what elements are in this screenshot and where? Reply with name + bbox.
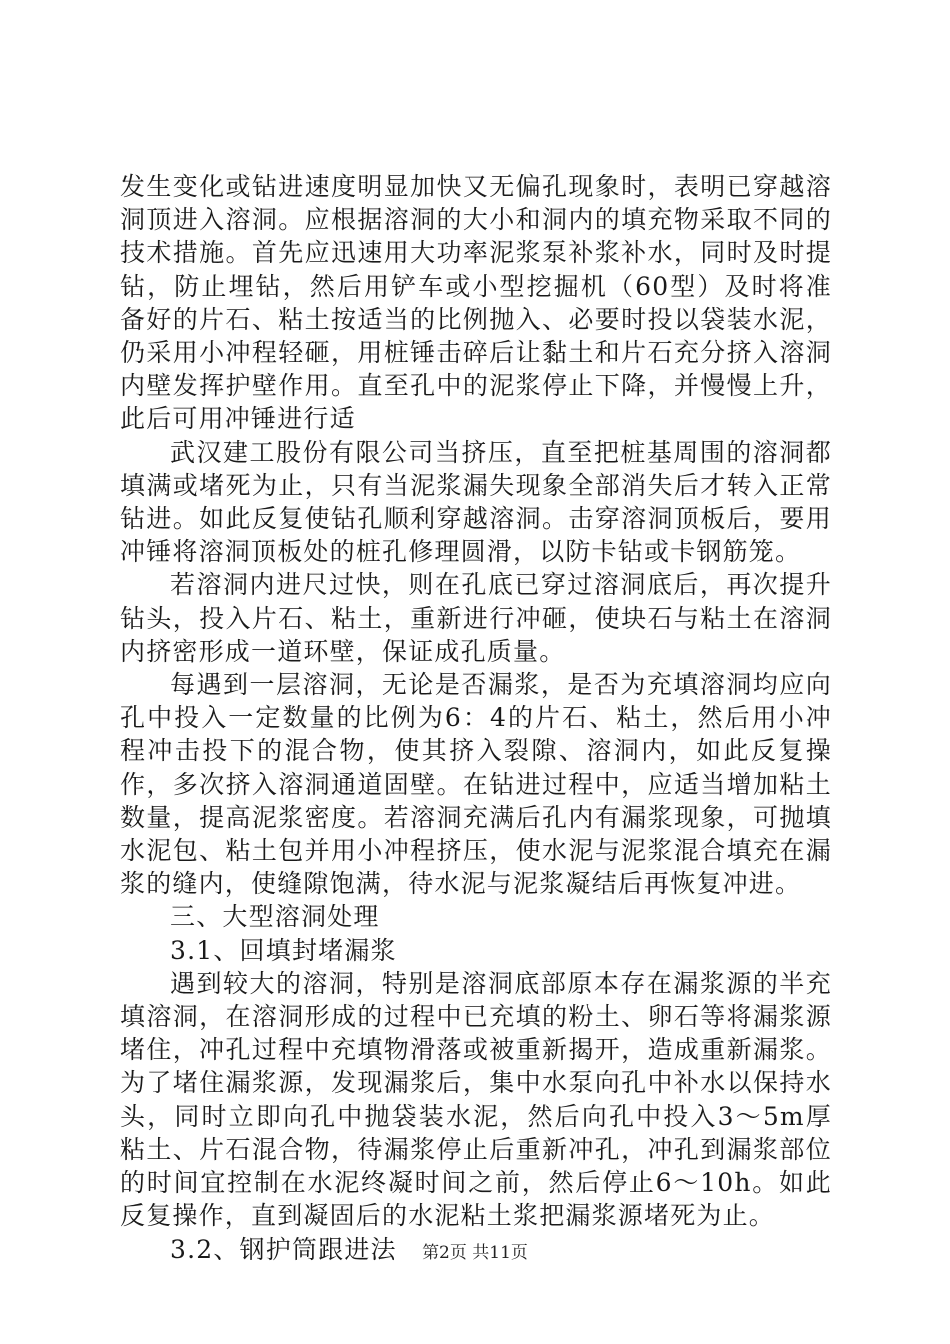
paragraph-3: 若溶洞内进尺过快，则在孔底已穿过溶洞底后，再次提升钻头，投入片石、粘土，重新进行冲砸，使块石与粘土在溶洞内挤密形成一道环壁，保证成孔质量。 — [120, 570, 832, 666]
paragraph-5: 遇到较大的溶洞，特别是溶洞底部原本存在漏浆源的半充填溶洞，在溶洞形成的过程中已充填的粉土、卵石等将漏浆源堵住，冲孔过程中充填物滑落或被重新揭开，造成重新漏浆。为了堵住漏浆源，发现漏浆后，集中水泵向孔中补水以保持水头，同时立即向孔中抛袋装水泥，然后向孔中投入3～5m厚粘土、片石混合物，待漏浆停止后重新冲孔，冲孔到漏浆部位的时间宜控制在水泥终凝时间之前，然后停止6～10h。如此反复操作，直到凝固后的水泥粘土浆把漏浆源堵死为止。 — [120, 968, 832, 1231]
section-heading-3: 三、大型溶洞处理 — [170, 902, 380, 932]
page-number-footer: 第2页 共11页 — [422, 1243, 528, 1263]
paragraph-1: 发生变化或钻进速度明显加快又无偏孔现象时，表明已穿越溶洞顶进入溶洞。应根据溶洞的大小和洞内的填充物采取不同的技术措施。首先应迅速用大功率泥浆泵补浆补水，同时及时提钻，防止埋钻，然后用铲车或小型挖掘机（60型）及时将准备好的片石、粘土按适当的比例抛入、必要时投以袋装水泥，仍采用小冲程轻砸，用桩锤击碎后让黏土和片石充分挤入溶洞内壁发挥护壁作用。直至孔中的泥浆停止下降，并慢慢上升，此后可用冲锤进行适 — [120, 172, 832, 434]
paragraph-4: 每遇到一层溶洞，无论是否漏浆，是否为充填溶洞均应向孔中投入一定数量的比例为6：4的片石、粘土，然后用小冲程冲击投下的混合物，使其挤入裂隙、溶洞内，如此反复操作，多次挤入溶洞通道固壁。在钻进过程中，应适当增加粘土数量，提高泥浆密度。若溶洞充满后孔内有漏浆现象，可抛填水泥包、粘土包并用小冲程挤压，使水泥与泥浆混合填充在漏浆的缝内，使缝隙饱满，待水泥与泥浆凝结后再恢复冲进。 — [120, 670, 832, 899]
body-text — [120, 170, 832, 1266]
paragraph-2: 武汉建工股份有限公司当挤压，直至把桩基周围的溶洞都填满或堵死为止，只有当泥浆漏失现象全部消失后才转入正常钻进。如此反复使钻孔顺利穿越溶洞。击穿溶洞顶板后，要用冲锤将溶洞顶板处的桩孔修理圆滑，以防卡钻或卡钢筋笼。 — [120, 437, 832, 567]
subsection-heading-3-2: 3.2、钢护筒跟进法 — [170, 1234, 397, 1264]
subsection-heading-3-1: 3.1、回填封堵漏浆 — [170, 935, 397, 965]
